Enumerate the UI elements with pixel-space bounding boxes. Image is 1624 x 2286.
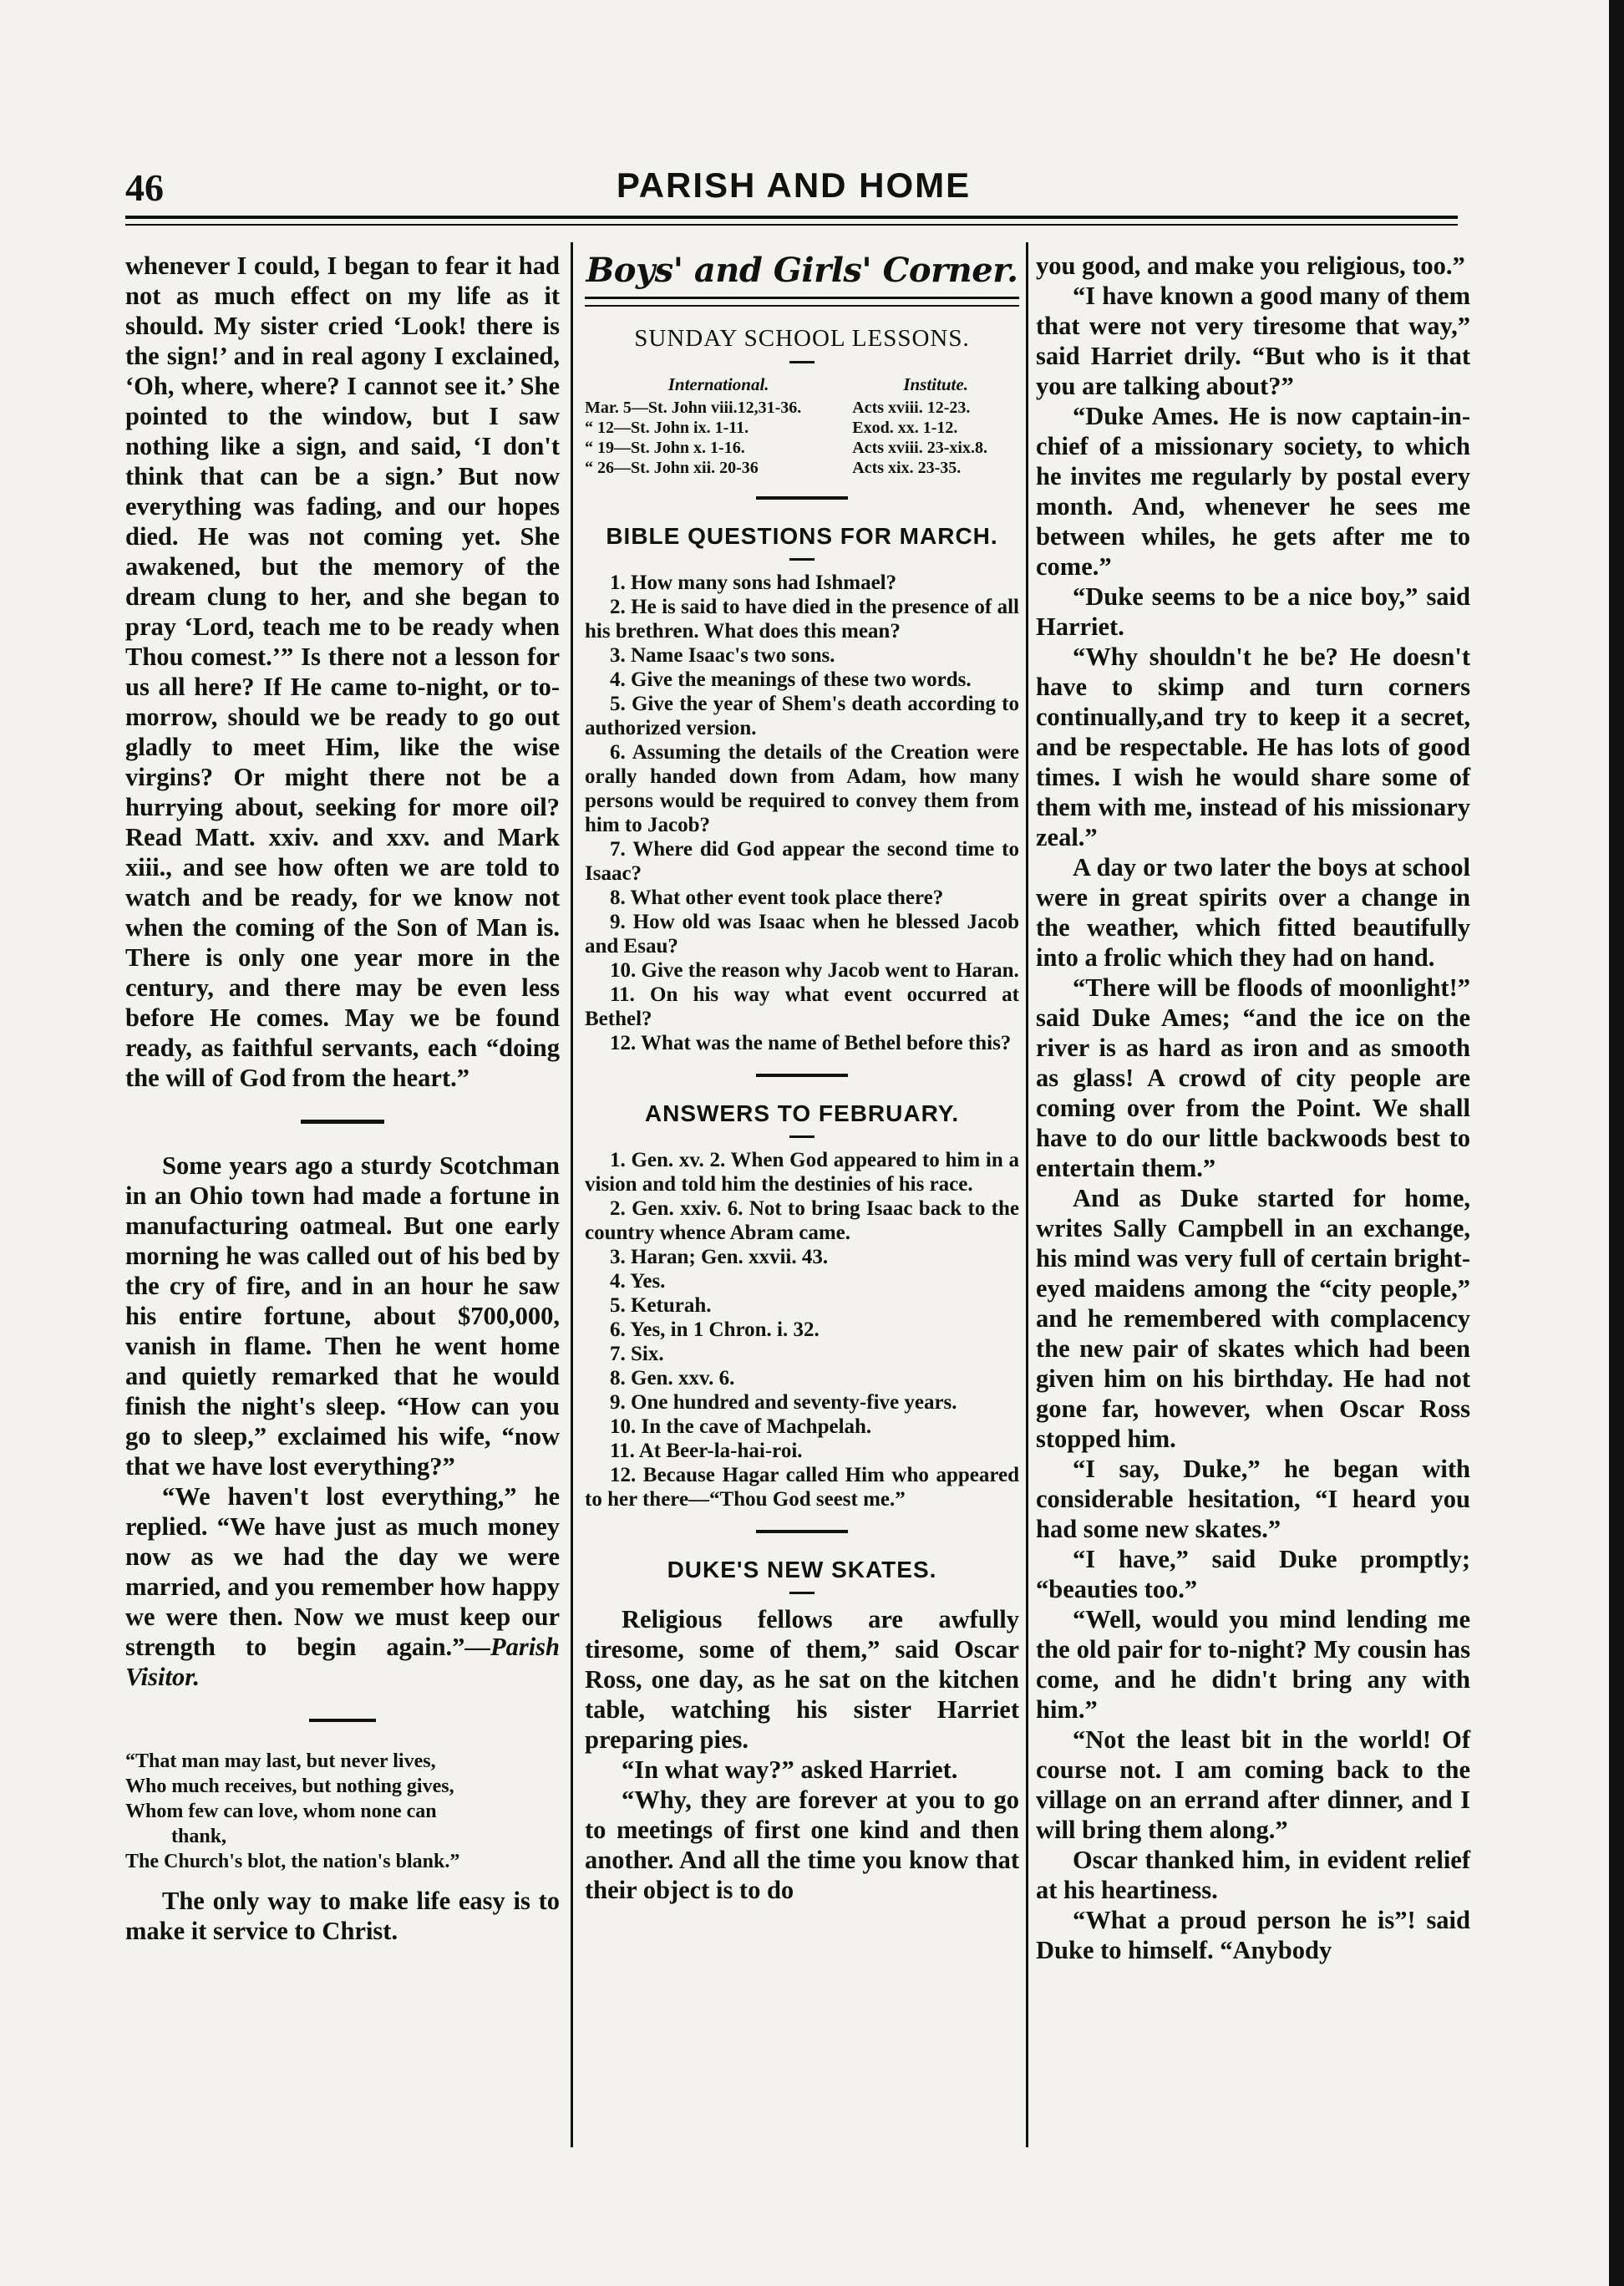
column-middle xyxy=(585,251,1019,1905)
column-divider xyxy=(571,242,573,2147)
page-number: 46 xyxy=(125,166,164,209)
paragraph: “What a proud person he is”! said Duke to himself. “Anybody xyxy=(1036,1906,1470,1964)
paragraph: “I have known a good many of them that were not very tiresome that way,” said Harriet drily. “But who is it that you are talking about?” xyxy=(1036,282,1470,400)
paragraph: “Duke seems to be a nice boy,” said Harriet. xyxy=(1036,582,1470,641)
lesson-cell: Exod. xx. 1-12. xyxy=(852,419,958,437)
lessons-title: SUNDAY SCHOOL LESSONS. xyxy=(634,325,970,352)
section-separator xyxy=(756,496,848,503)
paragraph: A day or two later the boys at school were in great spirits over a change in the weather, which fitted beautifully into a frolic which they had on hand. xyxy=(1036,853,1470,972)
poem-line: Who much receives, but nothing gives, xyxy=(125,1775,454,1797)
list-item: 7. Where did God appear the second time to Isaac? xyxy=(585,838,1019,885)
lesson-cell: “ 26—St. John xii. 20-36 xyxy=(585,459,759,477)
paragraph: Oscar thanked him, in evident relief at his heartiness. xyxy=(1036,1846,1470,1904)
poem-line: Whom few can love, whom none can xyxy=(125,1801,437,1822)
poem-line: The Church's blot, the nation's blank.” xyxy=(125,1851,460,1872)
list-item: 3. Name Isaac's two sons. xyxy=(610,644,835,667)
list-item: 1. How many sons had Ishmael? xyxy=(610,572,897,594)
page-title: PARISH AND HOME xyxy=(616,165,972,205)
source-attribution: —Parish Visitor. xyxy=(125,1633,560,1691)
paragraph: And as Duke started for home, writes Sally Campbell in an exchange, his mind was very full of certain bright-eyed maidens among the “city people,” and he remembered with complacency the new pair of skates which had been given him on his birthday. He had not gone far, however, when Oscar Ross stopped him. xyxy=(1036,1184,1470,1453)
paragraph: “Why shouldn't he be? He doesn't have to skimp and turn corners continually,and try to keep it a secret, and be respectable. He has lots of good times. I wish he would share some of them with me, instead of his missionary zeal.” xyxy=(1036,643,1470,851)
list-item: 10. Give the reason why Jacob went to Haran. xyxy=(610,959,1019,982)
paragraph: “There will be floods of moonlight!” said Duke Ames; “and the ice on the river is as hard as iron and as smooth as glass! A crowd of city people are coming over from the Point. We shall have to do our little backwoods best to entertain them.” xyxy=(1036,973,1470,1182)
page-edge xyxy=(1609,0,1624,2286)
list-item: 9. One hundred and seventy-five years. xyxy=(610,1391,957,1414)
short-rule xyxy=(789,558,815,561)
list-item: 5. Keturah. xyxy=(610,1294,712,1317)
list-item: 10. In the cave of Machpelah. xyxy=(610,1415,872,1438)
questions-list xyxy=(585,571,1019,1055)
paragraph: The only way to make life easy is to make it service to Christ. xyxy=(125,1887,560,1945)
lesson-cell: “ 12—St. John ix. 1-11. xyxy=(585,419,749,437)
corner-title: Boys' and Girls' Corner. xyxy=(586,251,1018,290)
paragraph: “Duke Ames. He is now captain-in-chief of a missionary society, to which he invites me regularly by postal every month. And, whenever he sees me between whiles, he gets after me to come.” xyxy=(1036,402,1470,581)
list-item: 11. On his way what event occurred at Bethel? xyxy=(585,983,1019,1030)
short-rule xyxy=(789,1592,815,1594)
paragraph xyxy=(125,1481,560,1692)
section-separator xyxy=(301,1120,384,1124)
paragraph: “Not the least bit in the world! Of course not. I am coming back to the village on an errand after dinner, and I will bring them along.” xyxy=(1036,1725,1470,1844)
list-item: 12. Because Hagar called Him who appeared to her there—“Thou God seest me.” xyxy=(585,1464,1019,1511)
list-item: 3. Haran; Gen. xxvii. 43. xyxy=(610,1246,829,1268)
lesson-cell: Acts xix. 23-35. xyxy=(852,459,962,477)
list-item: 12. What was the name of Bethel before this? xyxy=(610,1032,1012,1054)
list-item: 9. How old was Isaac when he blessed Jacob and Esau? xyxy=(585,911,1019,958)
column-divider xyxy=(1026,242,1028,2147)
list-item: 5. Give the year of Shem's death according to authorized version. xyxy=(585,693,1019,739)
section-separator xyxy=(756,1530,848,1537)
paragraph: “In what way?” asked Harriet. xyxy=(622,1755,958,1784)
answers-title: ANSWERS TO FEBRUARY. xyxy=(644,1100,960,1126)
poem-line: “That man may last, but never lives, xyxy=(125,1750,436,1772)
list-item: 4. Yes. xyxy=(610,1270,666,1293)
table-row xyxy=(585,458,1019,478)
paragraph: “Well, would you mind lending me the old pair for to-night? My cousin has come, and he didn't bring any with him.” xyxy=(1036,1605,1470,1724)
poem xyxy=(125,1749,560,1874)
column-right xyxy=(1036,251,1470,1965)
list-item: 11. At Beer-la-hai-roi. xyxy=(610,1440,803,1462)
section-separator xyxy=(309,1719,376,1722)
list-item: 4. Give the meanings of these two words. xyxy=(610,668,972,691)
paragraph-text: “We haven't lost everything,” he replied. “We have just as much money now as we had the day we were married, and you remember how happy we were then. Now we must keep our strength to begin again.” xyxy=(125,1482,560,1661)
header-rule xyxy=(125,216,1458,226)
list-item: 6. Assuming the details of the Creation were orally handed down from Adam, how many persons would be required to convey them from him to Jacob? xyxy=(585,741,1019,836)
paragraph: “I say, Duke,” he began with considerable hesitation, “I heard you had some new skates.” xyxy=(1036,1455,1470,1543)
paragraph: Religious fellows are awfully tiresome, some of them,” said Oscar Ross, one day, as he sat on the kitchen table, watching his sister Harriet preparing pies. xyxy=(585,1605,1019,1754)
short-rule xyxy=(789,1135,815,1138)
lessons-table xyxy=(585,373,1019,478)
list-item: 8. What other event took place there? xyxy=(610,886,944,909)
bible-questions-title: BIBLE QUESTIONS FOR MARCH. xyxy=(606,523,998,549)
list-item: 1. Gen. xv. 2. When God appeared to him in a vision and told him the destinies of his race. xyxy=(585,1149,1019,1196)
section-separator xyxy=(756,1074,848,1080)
poem-line: thank, xyxy=(171,1826,227,1847)
table-row xyxy=(585,438,1019,458)
list-item: 2. Gen. xxiv. 6. Not to bring Isaac back to the country whence Abram came. xyxy=(585,1197,1019,1244)
paragraph: whenever I could, I began to fear it had not as much effect on my life as it should. My sister cried ‘Look! there is the sign!’ and in real agony I exclained, ‘Oh, where, where? I cannot see it.’ She pointed to the window, but I saw nothing like a sign, and said, ‘I don't think that can be a sign.’ But now everything was fading, and our hopes died. He was not coming yet. She awakened, but the memory of the dream clung to her, and she began to pray ‘Lord, teach me to be ready when Thou comest.’” Is there not a lesson for us all here? If He came to-night, or to-morrow, should we be ready to go out gladly to meet Him, like the wise virgins? Or might there not be a hurrying about, seeking for more oil? Read Matt. xxiv. and xxv. and Mark xiii., and see how often we are told to watch and be ready, for we know not when the coming of the Son of Man is. There is only one year more in the century, and there may be even less before He comes. May we be found ready, as faithful servants, each “doing the will of God from the heart.” xyxy=(125,251,560,1092)
table-row xyxy=(585,398,1019,418)
list-item: 2. He is said to have died in the presence of all his brethren. What does this mean? xyxy=(585,596,1019,643)
page-header xyxy=(125,165,1462,216)
lesson-cell: Acts xviii. 12-23. xyxy=(852,399,971,417)
lesson-cell: Acts xviii. 23-xix.8. xyxy=(852,439,987,457)
answers-list xyxy=(585,1148,1019,1511)
list-item: 8. Gen. xxv. 6. xyxy=(610,1367,735,1389)
table-row xyxy=(585,418,1019,438)
short-rule xyxy=(789,361,815,363)
paragraph: “Why, they are forever at you to go to meetings of first one kind and then another. And all the time you know that their object is to do xyxy=(585,1786,1019,1904)
title-rule xyxy=(585,297,1019,307)
column-left xyxy=(125,251,560,1946)
lesson-cell: Mar. 5—St. John viii.12,31-36. xyxy=(585,399,802,417)
lessons-header: Institute. xyxy=(903,374,968,394)
lessons-header: International. xyxy=(667,374,769,394)
lesson-cell: “ 19—St. John x. 1-16. xyxy=(585,439,745,457)
list-item: 6. Yes, in 1 Chron. i. 32. xyxy=(610,1318,820,1341)
paragraph: you good, and make you religious, too.” xyxy=(1036,251,1465,280)
paragraph: Some years ago a sturdy Scotchman in an Ohio town had made a fortune in manufacturing oatmeal. But one early morning he was called out of his bed by the cry of fire, and in an hour he saw his entire fortune, about $700,000, vanish in flame. Then he went home and quietly remarked that he would finish the night's sleep. “How can you go to sleep,” exclaimed his wife, “now that we have lost everything?” xyxy=(125,1151,560,1481)
paragraph: “I have,” said Duke promptly; “beauties too.” xyxy=(1036,1545,1470,1603)
list-item: 7. Six. xyxy=(610,1343,664,1365)
story-title: DUKE'S NEW SKATES. xyxy=(667,1557,937,1582)
